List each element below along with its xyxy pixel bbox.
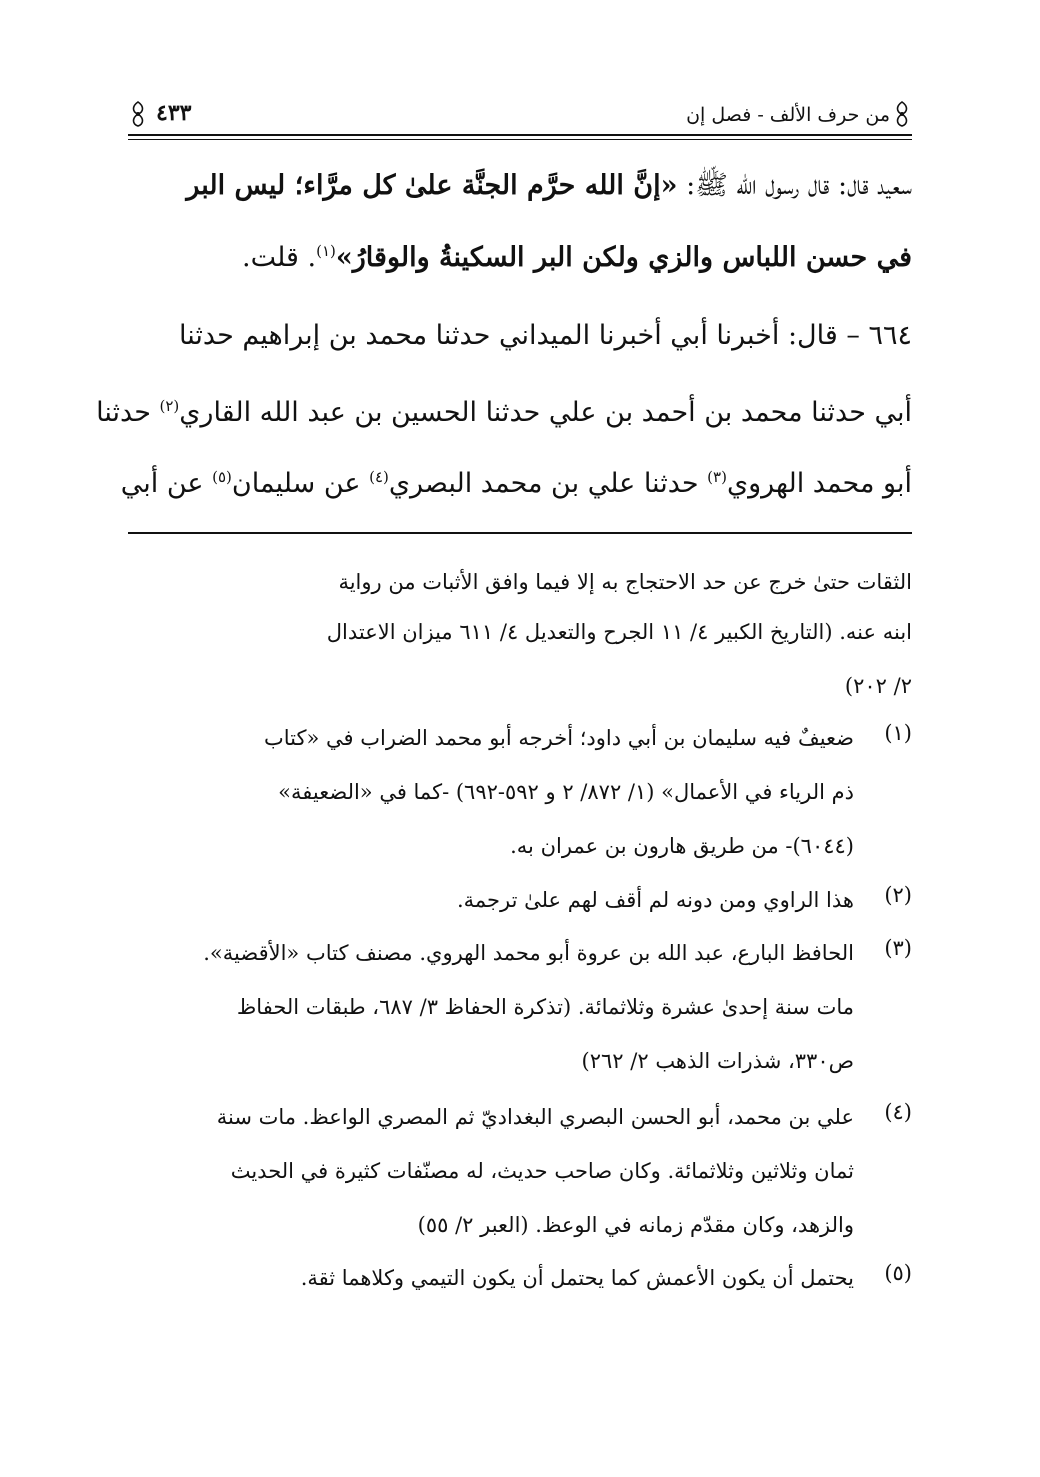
page-number: ٤٣٣ xyxy=(156,100,192,126)
hadith-quote-end: في حسن اللباس والزي ولكن البر السكينةُ والوقارُ» xyxy=(335,242,912,273)
footnote-line: ضعيفٌ فيه سليمان بن أبي داود؛ أخرجه أبو محمد الضراب في «كتاب xyxy=(264,726,854,750)
footnote-number: (٢) xyxy=(884,883,912,907)
body-line-4 xyxy=(96,395,912,431)
footnote-line: والزهد، وكان مقدّم زمانه في الوعظ. (العبر ٢/ ٥٥) xyxy=(417,1213,854,1237)
body-line-2-tail: . قلت. xyxy=(242,242,317,273)
footnote-ref-3[interactable]: (٣) xyxy=(707,468,727,486)
footnote-line: ذم الرياء في الأعمال» (١/ ٨٧٢/ ٢ و ٥٩٢-٦٩٢) -كما في «الضعيفة» xyxy=(278,780,854,804)
footnote-line: ثمان وثلاثين وثلاثمائة. وكان صاحب حديث، له مصنّفات كثيرة في الحديث xyxy=(230,1159,854,1183)
footnote-line: (٦٠٤٤)- من طريق هارون بن عمران به. xyxy=(510,834,854,858)
ornament-right-icon xyxy=(892,100,912,128)
body-line-5 xyxy=(120,466,912,502)
footnote-line: هذا الراوي ومن دونه لم أقف لهم علىٰ ترجمة. xyxy=(456,888,854,912)
footnote-line: الحافظ البارع، عبد الله بن عروة أبو محمد الهروي. مصنف كتاب «الأقضية». xyxy=(203,941,854,965)
footnote-5 xyxy=(128,1258,912,1298)
running-title: من حرف الألف - فصل إن xyxy=(686,104,890,126)
footnote-line: يحتمل أن يكون الأعمش كما يحتمل أن يكون التيمي وكلاهما ثقة. xyxy=(300,1266,854,1290)
footnote-number: (١) xyxy=(884,721,912,745)
footnote-line: علي بن محمد، أبو الحسن البصري البغداديّ ثم المصري الواعظ. مات سنة xyxy=(216,1105,854,1129)
body-line-5-d: عن أبي xyxy=(120,468,213,499)
footnote-ref-1[interactable]: (١) xyxy=(316,242,336,260)
body-line-2 xyxy=(128,240,912,276)
footnote-3 xyxy=(128,933,912,1081)
body-line-5-c: عن سليمان xyxy=(231,468,370,499)
footnote-number: (٥) xyxy=(884,1261,912,1285)
body-line-5-a: أبو محمد الهروي xyxy=(726,468,912,499)
footnote-2 xyxy=(128,880,912,920)
header-rule-thin xyxy=(128,139,912,140)
footnote-continuation-line: ابنه عنه. (التاريخ الكبير ٤/ ١١ الجرح والتعديل ٤/ ٦١١ ميزان الاعتدال xyxy=(326,620,912,644)
footnote-ref-4[interactable]: (٤) xyxy=(369,468,389,486)
hadith-quote-start: «إنَّ الله حرَّم الجنَّة علىٰ كل مرَّاء؛ ليس البر xyxy=(186,170,678,201)
footnote-continuation-line: ٢/ ٢٠٢) xyxy=(844,674,912,698)
footnote-4 xyxy=(128,1097,912,1245)
body-line-3: ٦٦٤ – قال: أخبرنا أبي أخبرنا الميداني حدثنا محمد بن إبراهيم حدثنا xyxy=(179,320,912,351)
running-header xyxy=(128,92,912,144)
footnote-ref-5[interactable]: (٥) xyxy=(212,468,232,486)
body-line-1 xyxy=(128,168,912,204)
footnote-ref-2[interactable]: (٢) xyxy=(159,397,180,415)
footnote-continuation-line: الثقات حتىٰ خرج عن حد الاحتجاج به إلا فيما وافق الأثبات من رواية xyxy=(338,570,912,594)
body-line-5-b: حدثنا علي بن محمد البصري xyxy=(388,468,708,499)
body-line-4-text: أبي حدثنا محمد بن أحمد بن علي حدثنا الحسين بن عبد الله القاري xyxy=(179,397,912,428)
ornament-left-icon xyxy=(128,100,148,128)
footnote-1 xyxy=(128,718,912,866)
body-line-1-text: سعيد قال: قال رسول الله ﷺ: xyxy=(677,170,912,201)
footnote-number: (٣) xyxy=(884,936,912,960)
header-rule xyxy=(128,134,912,136)
footnote-separator xyxy=(128,532,912,534)
body-line-4-tail: حدثنا xyxy=(96,397,160,428)
footnote-line: مات سنة إحدىٰ عشرة وثلاثمائة. (تذكرة الحفاظ ٣/ ٦٨٧، طبقات الحفاظ xyxy=(236,995,854,1019)
footnote-number: (٤) xyxy=(884,1100,912,1124)
footnote-line: ص٣٣٠، شذرات الذهب ٢/ ٢٦٢) xyxy=(581,1049,854,1073)
footnote-continuation xyxy=(128,562,912,706)
